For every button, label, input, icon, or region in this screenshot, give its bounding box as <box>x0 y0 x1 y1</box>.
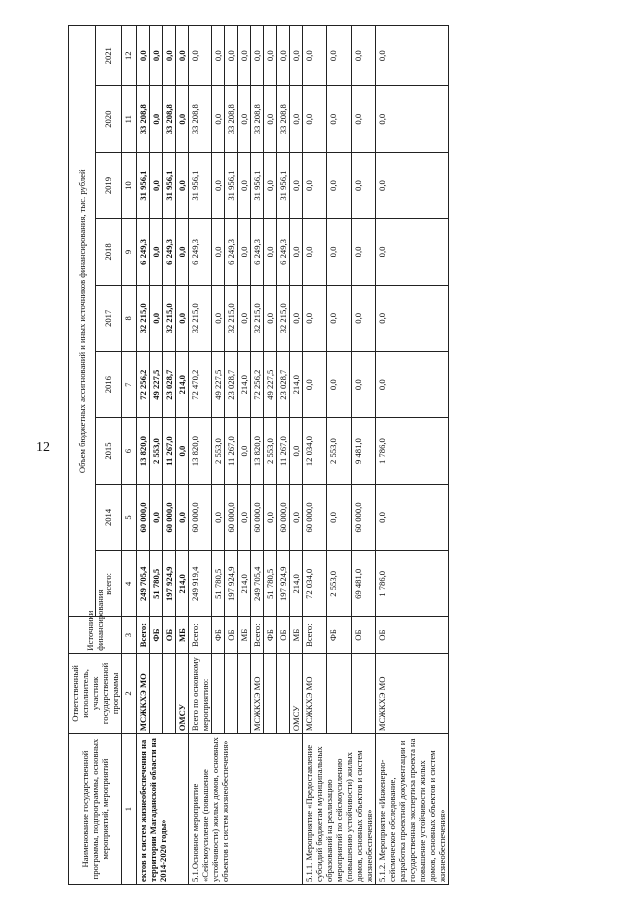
value-cell: 60 000,0 <box>303 484 327 550</box>
value-cell: 12 034,0 <box>303 418 327 484</box>
funding-table <box>68 25 449 885</box>
column-number: 4 <box>122 551 137 617</box>
value-cell: 0,0 <box>290 219 303 285</box>
column-number: 10 <box>122 152 137 218</box>
value-cell: 0,0 <box>238 418 251 484</box>
value-cell: 0,0 <box>303 26 327 87</box>
value-cell: 51 780,5 <box>150 551 163 617</box>
table-row <box>376 26 449 885</box>
source-cell: Всего: <box>303 617 327 653</box>
measure-name: 5.1.1. Мероприятие «Предоставление субсидий бюджетам муниципальных образований на реализацию мероприятий по сейсмоусилению (повышению устойчивости) жилых домов, основных объектов и систем жизнеобеспечения» <box>303 734 376 885</box>
value-cell: 214,0 <box>290 551 303 617</box>
source-cell: ОБ <box>376 617 449 653</box>
value-cell: 0,0 <box>303 352 327 418</box>
value-cell: 23 028,7 <box>163 352 176 418</box>
executor-cell: ОМСУ <box>176 653 189 733</box>
source-cell: ФБ <box>264 617 277 653</box>
value-cell: 32 215,0 <box>277 285 290 351</box>
value-cell: 249 705,4 <box>251 551 264 617</box>
value-cell: 72 470,2 <box>189 352 212 418</box>
header-name: Наименование государственной программы, подпрограммы, основных мероприятий, мероприятий <box>69 734 122 885</box>
column-number: 9 <box>122 219 137 285</box>
value-cell: 0,0 <box>303 86 327 152</box>
value-cell: 0,0 <box>290 26 303 87</box>
column-number: 12 <box>122 26 137 87</box>
value-cell: 6 249,3 <box>163 219 176 285</box>
header-year: 2016 <box>95 352 122 418</box>
value-cell: 0,0 <box>238 26 251 87</box>
value-cell: 32 215,0 <box>251 285 264 351</box>
value-cell: 0,0 <box>176 285 189 351</box>
header-year: 2021 <box>95 26 122 87</box>
value-cell: 11 267,0 <box>277 418 290 484</box>
table-row <box>189 26 212 885</box>
value-cell: 214,0 <box>176 551 189 617</box>
header-year: 2019 <box>95 152 122 218</box>
value-cell: 0,0 <box>351 86 375 152</box>
value-cell: 0,0 <box>150 219 163 285</box>
value-cell: 0,0 <box>225 26 238 87</box>
value-cell: 0,0 <box>212 152 225 218</box>
value-cell: 249 705,4 <box>137 551 150 617</box>
source-cell: Всего: <box>251 617 264 653</box>
column-number: 6 <box>122 418 137 484</box>
value-cell: 0,0 <box>176 484 189 550</box>
value-cell: 0,0 <box>290 86 303 152</box>
value-cell: 31 956,1 <box>189 152 212 218</box>
value-cell: 0,0 <box>376 219 449 285</box>
column-number: 1 <box>122 734 137 885</box>
value-cell: 33 208,8 <box>225 86 238 152</box>
value-cell: 60 000,0 <box>277 484 290 550</box>
table-row <box>137 26 150 885</box>
executor-cell: МСЖКХЭ МО <box>376 653 449 733</box>
executor-cell <box>327 653 351 733</box>
column-number: 5 <box>122 484 137 550</box>
value-cell: 0,0 <box>238 219 251 285</box>
source-cell: Всего: <box>189 617 212 653</box>
value-cell: 33 208,8 <box>277 86 290 152</box>
source-cell: ОБ <box>225 617 238 653</box>
header-funding: Объем бюджетных ассигнований и иных источников финансирования, тыс. рублей <box>69 26 96 618</box>
value-cell: 197 924,9 <box>277 551 290 617</box>
header-year: 2020 <box>95 86 122 152</box>
value-cell: 49 227,5 <box>212 352 225 418</box>
value-cell: 0,0 <box>212 285 225 351</box>
value-cell: 0,0 <box>277 26 290 87</box>
value-cell: 33 208,8 <box>163 86 176 152</box>
value-cell: 0,0 <box>290 484 303 550</box>
value-cell: 31 956,1 <box>163 152 176 218</box>
executor-cell: МСЖКХЭ МО <box>137 653 150 733</box>
column-number: 11 <box>122 86 137 152</box>
header-year: всего: <box>95 551 122 617</box>
column-number: 2 <box>122 653 137 733</box>
value-cell: 0,0 <box>376 285 449 351</box>
executor-cell <box>150 653 163 733</box>
executor-cell <box>264 653 277 733</box>
value-cell: 0,0 <box>264 484 277 550</box>
executor-cell <box>277 653 290 733</box>
executor-cell <box>212 653 225 733</box>
value-cell: 13 820,0 <box>137 418 150 484</box>
executor-cell <box>163 653 176 733</box>
value-cell: 33 208,8 <box>137 86 150 152</box>
value-cell: 0,0 <box>376 26 449 87</box>
executor-cell: Всего по основному мероприятию: <box>189 653 212 733</box>
value-cell: 0,0 <box>327 152 351 218</box>
value-cell: 2 553,0 <box>150 418 163 484</box>
value-cell: 0,0 <box>176 26 189 87</box>
column-number: 7 <box>122 352 137 418</box>
source-cell: МБ <box>238 617 251 653</box>
table-row <box>303 26 327 885</box>
column-number: 8 <box>122 285 137 351</box>
value-cell: 2 553,0 <box>212 418 225 484</box>
header-executor: Ответственный исполнитель, участник государственной программы <box>69 653 122 733</box>
value-cell: 0,0 <box>264 86 277 152</box>
executor-cell: МСЖКХЭ МО <box>303 653 327 733</box>
value-cell: 31 956,1 <box>137 152 150 218</box>
value-cell: 0,0 <box>238 86 251 152</box>
value-cell: 49 227,5 <box>150 352 163 418</box>
value-cell: 11 267,0 <box>163 418 176 484</box>
value-cell: 0,0 <box>264 285 277 351</box>
measure-name: 5.1.Основное мероприятие «Сейсмоусиление (повышение устойчивости) жилых домов, основных объектов и систем жизнеобеспечения» <box>189 734 303 885</box>
value-cell: 0,0 <box>238 484 251 550</box>
value-cell: 0,0 <box>212 86 225 152</box>
value-cell: 0,0 <box>238 285 251 351</box>
value-cell: 2 553,0 <box>327 551 351 617</box>
value-cell: 6 249,3 <box>277 219 290 285</box>
value-cell: 0,0 <box>176 152 189 218</box>
value-cell: 6 249,3 <box>225 219 238 285</box>
source-cell: Всего: <box>137 617 150 653</box>
measure-name: ектов и систем жизнеобеспечения на территории Магаданской области на 2014-2020 годы» <box>137 734 189 885</box>
rotated-table-wrapper <box>68 25 588 885</box>
value-cell: 249 919,4 <box>189 551 212 617</box>
value-cell: 0,0 <box>290 152 303 218</box>
executor-cell: МСЖКХЭ МО <box>251 653 264 733</box>
value-cell: 0,0 <box>189 26 212 87</box>
header-year: 2017 <box>95 285 122 351</box>
value-cell: 0,0 <box>176 418 189 484</box>
value-cell: 1 786,0 <box>376 418 449 484</box>
value-cell: 0,0 <box>212 26 225 87</box>
value-cell: 13 820,0 <box>189 418 212 484</box>
value-cell: 31 956,1 <box>277 152 290 218</box>
value-cell: 0,0 <box>376 352 449 418</box>
value-cell: 72 256,2 <box>137 352 150 418</box>
source-cell: ФБ <box>212 617 225 653</box>
value-cell: 214,0 <box>238 352 251 418</box>
value-cell: 33 208,8 <box>189 86 212 152</box>
value-cell: 1 786,0 <box>376 551 449 617</box>
page-number: 12 <box>36 440 50 455</box>
value-cell: 197 924,9 <box>163 551 176 617</box>
value-cell: 69 481,0 <box>351 551 375 617</box>
header-source: Источники финансирования <box>69 617 122 653</box>
value-cell: 0,0 <box>238 152 251 218</box>
value-cell: 0,0 <box>376 484 449 550</box>
value-cell: 0,0 <box>176 219 189 285</box>
value-cell: 0,0 <box>176 86 189 152</box>
value-cell: 51 780,5 <box>212 551 225 617</box>
value-cell: 60 000,0 <box>351 484 375 550</box>
value-cell: 0,0 <box>264 219 277 285</box>
source-cell: ОБ <box>163 617 176 653</box>
value-cell: 6 249,3 <box>137 219 150 285</box>
value-cell: 31 956,1 <box>225 152 238 218</box>
value-cell: 214,0 <box>176 352 189 418</box>
value-cell: 0,0 <box>290 418 303 484</box>
value-cell: 0,0 <box>150 484 163 550</box>
value-cell: 32 215,0 <box>137 285 150 351</box>
source-cell: ОБ <box>277 617 290 653</box>
executor-cell <box>238 653 251 733</box>
value-cell: 72 256,2 <box>251 352 264 418</box>
header-year: 2015 <box>95 418 122 484</box>
value-cell: 0,0 <box>264 152 277 218</box>
value-cell: 0,0 <box>137 26 150 87</box>
value-cell: 6 249,3 <box>251 219 264 285</box>
source-cell: МБ <box>176 617 189 653</box>
value-cell: 0,0 <box>290 285 303 351</box>
value-cell: 11 267,0 <box>225 418 238 484</box>
value-cell: 6 249,3 <box>189 219 212 285</box>
value-cell: 32 215,0 <box>163 285 176 351</box>
value-cell: 0,0 <box>303 219 327 285</box>
value-cell: 0,0 <box>150 285 163 351</box>
value-cell: 72 034,0 <box>303 551 327 617</box>
executor-cell: ОМСУ <box>290 653 303 733</box>
value-cell: 0,0 <box>376 86 449 152</box>
value-cell: 0,0 <box>150 26 163 87</box>
value-cell: 214,0 <box>290 352 303 418</box>
value-cell: 197 924,9 <box>225 551 238 617</box>
source-cell: ФБ <box>327 617 351 653</box>
value-cell: 0,0 <box>303 152 327 218</box>
executor-cell <box>225 653 238 733</box>
value-cell: 0,0 <box>327 219 351 285</box>
value-cell: 60 000,0 <box>137 484 150 550</box>
value-cell: 23 028,7 <box>225 352 238 418</box>
value-cell: 0,0 <box>327 352 351 418</box>
column-number: 3 <box>122 617 137 653</box>
measure-name: 5.1.2. Мероприятие «Инженерно-сейсмическое обследование, разработка проектной документации и государственная экспертиза проекта на повышение устойчивости жилых домов, основных объектов и систем жизнеобеспечения» <box>376 734 449 885</box>
value-cell: 2 553,0 <box>327 418 351 484</box>
value-cell: 60 000,0 <box>251 484 264 550</box>
value-cell: 0,0 <box>351 352 375 418</box>
value-cell: 0,0 <box>251 26 264 87</box>
value-cell: 0,0 <box>264 26 277 87</box>
header-year: 2018 <box>95 219 122 285</box>
value-cell: 60 000,0 <box>163 484 176 550</box>
value-cell: 0,0 <box>327 86 351 152</box>
value-cell: 51 780,5 <box>264 551 277 617</box>
value-cell: 0,0 <box>212 219 225 285</box>
value-cell: 0,0 <box>351 26 375 87</box>
value-cell: 0,0 <box>327 26 351 87</box>
source-cell: МБ <box>290 617 303 653</box>
value-cell: 32 215,0 <box>225 285 238 351</box>
value-cell: 2 553,0 <box>264 418 277 484</box>
value-cell: 0,0 <box>327 484 351 550</box>
value-cell: 31 956,1 <box>251 152 264 218</box>
value-cell: 0,0 <box>163 26 176 87</box>
value-cell: 33 208,8 <box>251 86 264 152</box>
value-cell: 0,0 <box>376 152 449 218</box>
executor-cell <box>351 653 375 733</box>
value-cell: 0,0 <box>351 285 375 351</box>
value-cell: 0,0 <box>150 152 163 218</box>
value-cell: 13 820,0 <box>251 418 264 484</box>
value-cell: 0,0 <box>212 484 225 550</box>
value-cell: 60 000,0 <box>189 484 212 550</box>
source-cell: ФБ <box>150 617 163 653</box>
value-cell: 32 215,0 <box>189 285 212 351</box>
value-cell: 0,0 <box>351 219 375 285</box>
value-cell: 60 000,0 <box>225 484 238 550</box>
value-cell: 0,0 <box>327 285 351 351</box>
header-year: 2014 <box>95 484 122 550</box>
value-cell: 49 227,5 <box>264 352 277 418</box>
value-cell: 23 028,7 <box>277 352 290 418</box>
source-cell: ОБ <box>351 617 375 653</box>
value-cell: 214,0 <box>238 551 251 617</box>
value-cell: 0,0 <box>303 285 327 351</box>
value-cell: 0,0 <box>351 152 375 218</box>
value-cell: 9 481,0 <box>351 418 375 484</box>
value-cell: 0,0 <box>150 86 163 152</box>
